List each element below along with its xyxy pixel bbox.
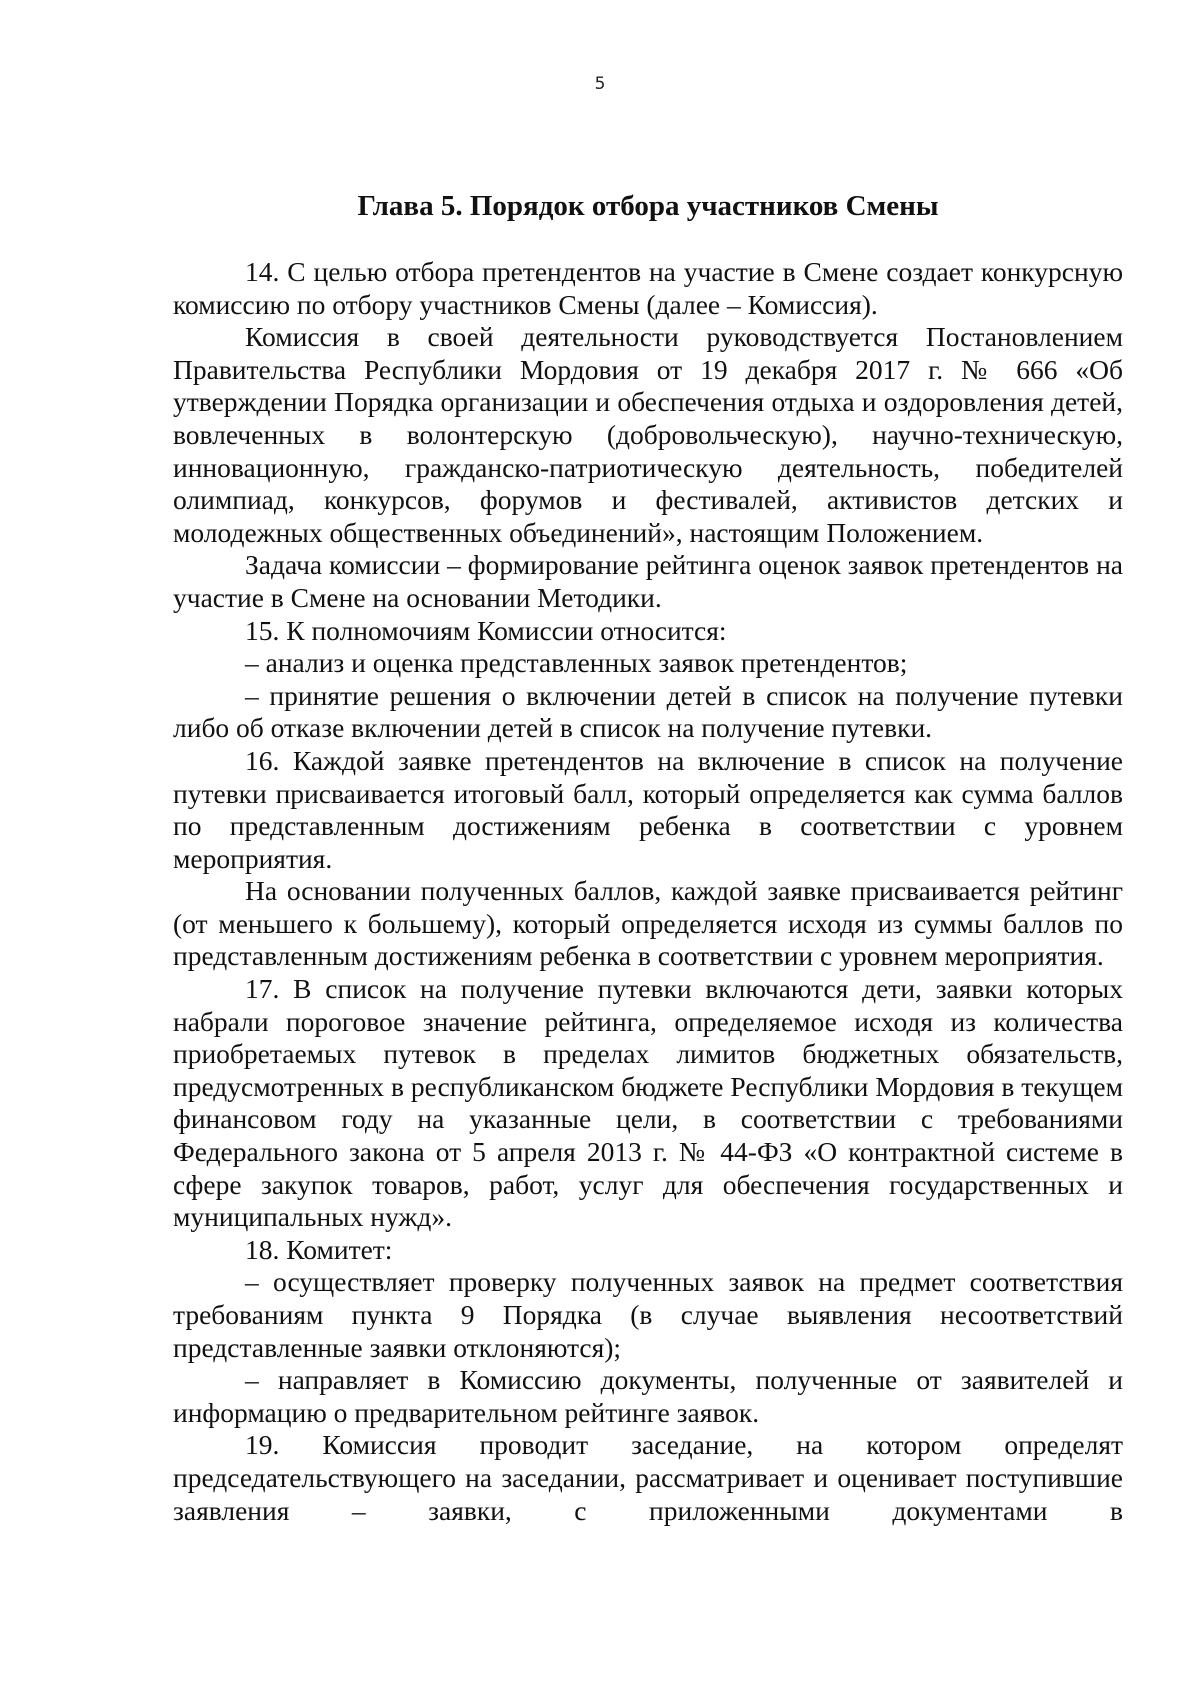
paragraph-commission-guidance: Комиссия в своей деятельности руководствуется Постановлением Правительства Республики Мордовия от 19 декабря 2017 г. № 666 «Об утверждении Порядка организации и обеспечения отдыха и оздоровления детей, вовлеченных в волонтерскую (добровольческую), научно-техническую, инновационную, гражданско-патриотическую деятельность, победителей олимпиад, конкурсов, форумов и фестивалей, активистов детских и молодежных общественных объединений», настоящим Положением. — [173, 321, 1123, 548]
list-item-verification: – осуществляет проверку полученных заявок на предмет соответствия требованиям пункта 9 Порядка (в случае выявления несоответствий представленные заявки отклоняются); — [173, 1266, 1123, 1363]
list-item-analysis: – анализ и оценка представленных заявок претендентов; — [245, 647, 908, 679]
document-body — [173, 256, 1123, 1527]
paragraph-16: 16. Каждой заявке претендентов на включение в список на получение путевки присваивается итоговый балл, который определяется как сумма баллов по представленным достижениям ребенка в соответствии с уровнем мероприятия. — [173, 744, 1123, 874]
paragraph-17: 17. В список на получение путевки включаются дети, заявки которых набрали пороговое значение рейтинга, определяемое исходя из количества приобретаемых путевок в пределах лимитов бюджетных обязательств, предусмотренных в республиканском бюджете Республики Мордовия в текущем финансовом году на указанные цели, в соответствии с требованиями Федерального закона от 5 апреля 2013 г. № 44-ФЗ «О контрактной системе в сфере закупок товаров, работ, услуг для обеспечения государственных и муниципальных нужд». — [173, 973, 1123, 1233]
paragraph-14: 14. С целью отбора претендентов на участие в Смене создает конкурсную комиссию по отбору участников Смены (далее – Комиссия). — [173, 256, 1123, 320]
list-item-forwarding: – направляет в Комиссию документы, полученные от заявителей и информацию о предварительном рейтинге заявок. — [173, 1364, 1123, 1428]
chapter-title: Глава 5. Порядок отбора участников Смены — [357, 190, 939, 222]
page-number: 5 — [594, 74, 606, 94]
paragraph-18: 18. Комитет: — [245, 1233, 393, 1265]
paragraph-19: 19. Комиссия проводит заседание, на котором определят председательствующего на заседании, рассматривает и оценивает поступившие заявления – заявки, с приложенными документами в — [173, 1429, 1123, 1526]
paragraph-commission-task: Задача комиссии – формирование рейтинга оценок заявок претендентов на участие в Смене на основании Методики. — [173, 549, 1123, 613]
paragraph-15: 15. К полномочиям Комиссии относится: — [245, 614, 727, 646]
list-item-decision: – принятие решения о включении детей в список на получение путевки либо об отказе включении детей в список на получение путевки. — [173, 679, 1123, 744]
paragraph-rating: На основании полученных баллов, каждой заявке присваивается рейтинг (от меньшего к большему), который определяется исходя из суммы баллов по представленным достижениям ребенка в соответствии с уровнем мероприятия. — [173, 875, 1123, 972]
